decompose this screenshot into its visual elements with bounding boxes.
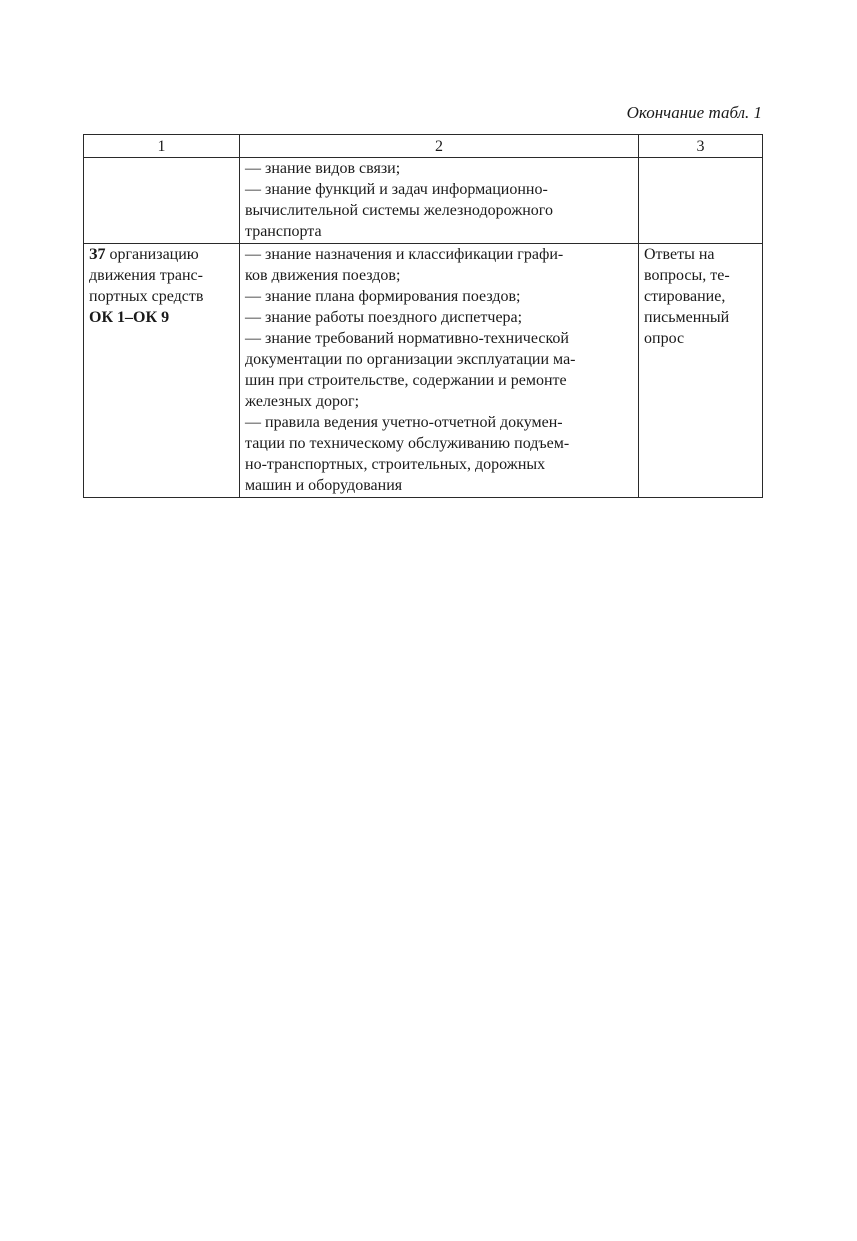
row2-col2-line: документации по организации эксплуатации ма-	[245, 351, 576, 368]
row1-col2-line: вычислительной системы железнодорожного	[245, 202, 553, 219]
assessment-line: опрос	[644, 330, 685, 347]
row2-col2-line: ков движения поездов;	[245, 267, 401, 284]
row1-col1-cell	[84, 158, 240, 244]
assessment-line: Ответы на	[644, 246, 715, 263]
competency-code: З7	[89, 246, 106, 263]
table-caption: Окончание табл. 1	[626, 103, 762, 122]
row1-col2-line: транспорта	[245, 223, 322, 240]
assessment-line: письменный	[644, 309, 730, 326]
competency-codes: ОК 1–ОК 9	[89, 309, 170, 326]
header-cell-1: 1	[84, 135, 240, 158]
assessment-line: стирование,	[644, 288, 726, 305]
row1-col3-cell	[639, 158, 763, 244]
competency-line	[89, 244, 234, 265]
row2-col2-cell	[240, 244, 639, 498]
row2-col2-line: — правила ведения учетно-отчетной докумен-	[245, 414, 563, 431]
header-cell-3: 3	[639, 135, 763, 158]
table-row	[84, 158, 763, 244]
row1-col2-line: — знание функций и задач информационно-	[245, 181, 548, 198]
table-header-row	[84, 135, 763, 158]
row2-col2-line: — знание работы поездного диспетчера;	[245, 309, 523, 326]
table-row	[84, 244, 763, 498]
row2-col2-line: машин и оборудования	[245, 477, 403, 494]
row1-col2-cell	[240, 158, 639, 244]
row2-col2-line: тации по техническому обслуживанию подъем-	[245, 435, 570, 452]
assessment-line: вопросы, те-	[644, 267, 730, 284]
row2-col2-line: — знание требований нормативно-технической	[245, 330, 569, 347]
competency-line: портных средств	[89, 288, 204, 305]
competency-line: движения транс-	[89, 267, 203, 284]
row2-col3-cell	[639, 244, 763, 498]
row2-col1-cell	[84, 244, 240, 498]
competency-text: организацию	[105, 246, 199, 263]
row2-col2-line: — знание назначения и классификации графи-	[245, 246, 564, 263]
data-table	[83, 134, 763, 498]
row2-col2-line: — знание плана формирования поездов;	[245, 288, 521, 305]
row1-col2-line: — знание видов связи;	[245, 160, 401, 177]
row2-col2-line: железных дорог;	[245, 393, 360, 410]
row2-col2-line: шин при строительстве, содержании и ремонте	[245, 372, 567, 389]
row2-col2-line: но-транспортных, строительных, дорожных	[245, 456, 546, 473]
header-cell-2: 2	[240, 135, 639, 158]
